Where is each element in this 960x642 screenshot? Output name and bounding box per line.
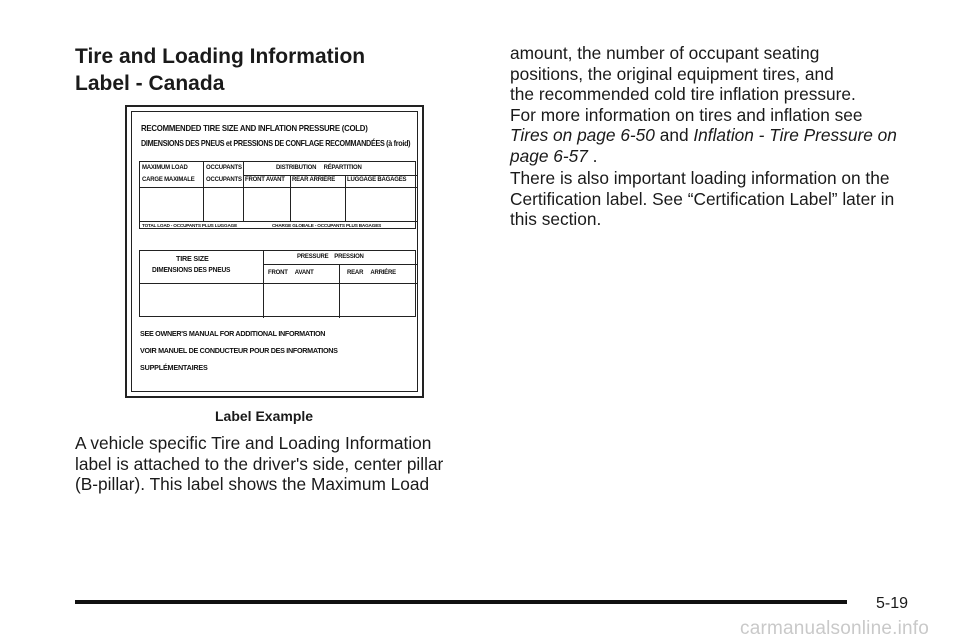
load-table: [139, 161, 416, 229]
heading-line-1: Tire and Loading Information: [75, 45, 366, 68]
tire-front-header: FRONT AVANT: [268, 270, 314, 276]
inflation-page-link-part-1[interactable]: Inflation - Tire Pressure on: [693, 125, 897, 145]
front-col-header: FRONT AVANT: [245, 177, 285, 183]
right-para1-line-2: positions, the original equipment tires, and: [510, 63, 834, 84]
right-para1-line-1: amount, the number of occupant seating: [510, 43, 820, 63]
tire-table: [139, 250, 416, 317]
right-paragraph-1: [510, 43, 897, 166]
tire-size-fr: DIMENSIONS DES PNEUS: [152, 265, 231, 274]
page-number: 5-19: [876, 595, 909, 612]
tire-loading-label-figure: [125, 105, 424, 398]
section-heading: [75, 43, 475, 97]
sentence-end: .: [587, 145, 598, 166]
distribution-header: DISTRIBUTION RÉPARTITION: [276, 165, 362, 171]
left-paragraph: [75, 433, 443, 495]
right-para2-line-1: There is also important loading information on the: [510, 168, 890, 188]
occupants-en: OCCUPANTS: [206, 165, 242, 171]
max-load-en: MAXIMUM LOAD: [142, 165, 188, 171]
load-footer-fr: CHARGE GLOBALE - OCCUPANTS PLUS BAGAGES: [272, 223, 382, 228]
notice-line-1: SEE OWNER'S MANUAL FOR ADDITIONAL INFORMATION: [140, 329, 326, 338]
left-para-line-1: A vehicle specific Tire and Loading Information: [75, 433, 432, 453]
load-footer-en: TOTAL LOAD - OCCUPANTS PLUS LUGGAGE: [142, 223, 237, 228]
max-load-fr: CARGE MAXIMALE: [142, 177, 195, 183]
right-para2-line-2: Certification label. See “Certification Label” later in: [510, 188, 895, 209]
label-title-en: RECOMMENDED TIRE SIZE AND INFLATION PRESSURE (COLD): [141, 123, 368, 133]
tire-size-en: TIRE SIZE: [176, 254, 209, 263]
notice-line-2: VOIR MANUEL DE CONDUCTEUR POUR DES INFORMATIONS: [140, 346, 338, 355]
tires-page-link[interactable]: Tires on page 6-50: [510, 125, 655, 145]
heading-line-2: Label - Canada: [75, 72, 225, 95]
pressure-header: PRESSURE PRESSION: [297, 254, 364, 260]
label-inner-border: [131, 111, 418, 392]
right-para1-line-3: the recommended cold tire inflation pressure.: [510, 84, 856, 104]
watermark: carmanualsonline.info: [740, 618, 930, 639]
label-title-fr: DIMENSIONS DES PNEUS et PRESSIONS DE CONFLAGE RECOMMANDÉES (à froid): [141, 138, 411, 148]
occupants-fr: OCCUPANTS: [206, 177, 242, 183]
tire-rear-header: REAR ARRIÉRE: [347, 270, 396, 276]
figure-caption: Label Example: [215, 408, 314, 424]
inflation-page-link-part-2[interactable]: page 6-57: [510, 145, 588, 166]
luggage-col-header: LUGGAGE BAGAGES: [347, 177, 407, 183]
left-para-line-2: label is attached to the driver's side, center pillar: [75, 453, 444, 474]
right-paragraph-2: [510, 168, 894, 230]
right-para2-line-3: this section.: [510, 209, 602, 229]
and-text: and: [654, 125, 694, 145]
right-para1-line-4: For more information on tires and inflation see: [510, 104, 863, 125]
left-para-line-3: (B-pillar). This label shows the Maximum Load: [75, 474, 430, 494]
footer-rule: [75, 600, 847, 604]
notice-line-3: SUPPLÉMENTAIRES: [140, 363, 208, 372]
rear-col-header: REAR ARRIÉRE: [292, 177, 336, 183]
